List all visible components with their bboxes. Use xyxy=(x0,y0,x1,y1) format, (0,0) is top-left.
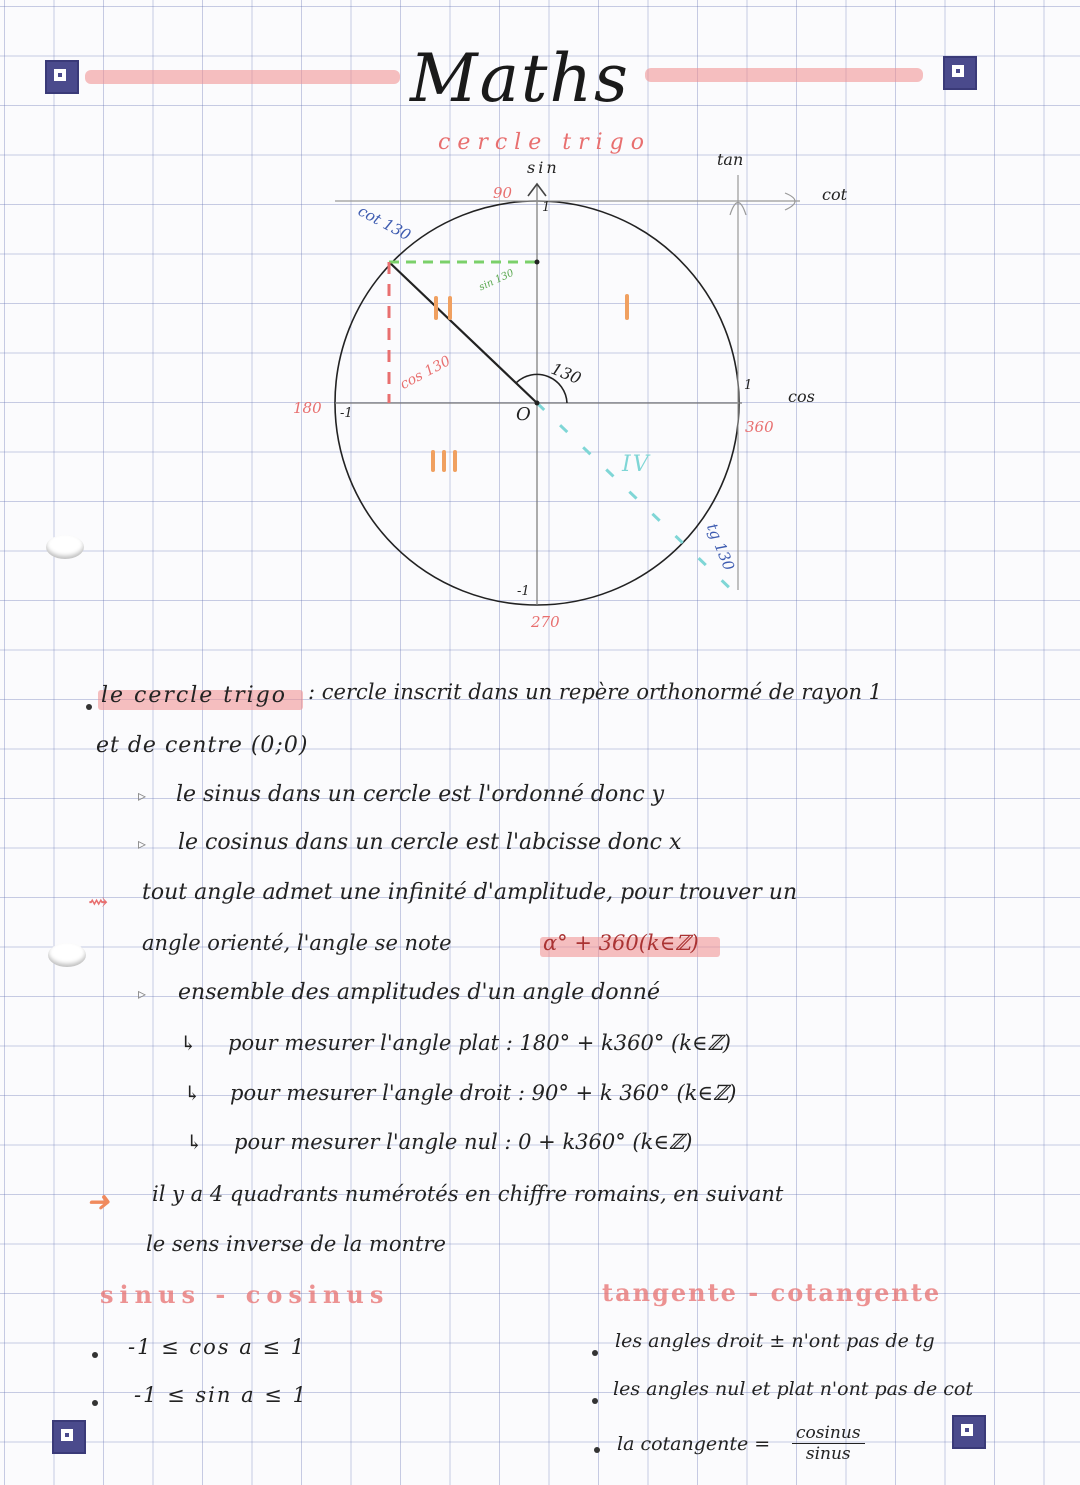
origin-point xyxy=(535,401,540,406)
deg-270-label: 270 xyxy=(531,613,560,631)
trig-circle-diagram xyxy=(0,0,1080,660)
sub-arrow-3: ▹ xyxy=(138,984,147,1003)
section-right-item-1: les angles droit ± n'ont pas de tg xyxy=(615,1330,935,1352)
value-bottom-minus-one: -1 xyxy=(517,584,530,599)
section-right-title: tangente - cotangente xyxy=(602,1278,942,1307)
value-left-minus-one: -1 xyxy=(340,406,353,421)
page-title: Maths xyxy=(410,40,630,117)
angle-droit: pour mesurer l'angle droit : 90° + k 360° (k∈ℤ) xyxy=(230,1081,737,1105)
sub-arrow-plat: ↳ xyxy=(180,1031,197,1055)
sin-130-label: sin 130 xyxy=(477,267,516,294)
quadrant-marks xyxy=(433,296,627,470)
tangent-extension xyxy=(537,403,738,596)
angle-130-label: 130 xyxy=(548,358,584,389)
cos-130-label: cos 130 xyxy=(397,353,454,393)
arrow-icon-2: ➜ xyxy=(86,1185,110,1218)
quadrant-IV-label: IV xyxy=(622,452,651,477)
section-right-item-2: les angles nul et plat n'ont pas de cot xyxy=(613,1378,973,1400)
sin-point xyxy=(535,260,540,265)
section-left-item-1: -1 ≤ cos a ≤ 1 xyxy=(128,1335,307,1359)
section-left-title: sinus - cosinus xyxy=(100,1280,390,1309)
deg-90-label: 90 xyxy=(493,184,513,202)
sub-arrow-nul: ↳ xyxy=(186,1130,203,1154)
angle-nul: pour mesurer l'angle nul : 0 + k360° (k∈ℤ) xyxy=(234,1130,693,1154)
sub-ensemble: ensemble des amplitudes d'un angle donné xyxy=(178,980,660,1005)
def-line2: et de centre (0;0) xyxy=(96,733,309,758)
bullet-left-1 xyxy=(92,1352,98,1358)
corner-sticker-bottom-left xyxy=(52,1420,86,1454)
deg-360-label: 360 xyxy=(745,418,774,436)
punch-hole-bottom xyxy=(48,943,86,967)
sub-cosinus: le cosinus dans un cercle est l'abcisse donc x xyxy=(178,830,682,855)
sub-arrow-droit: ↳ xyxy=(184,1081,201,1105)
page-subtitle: cercle trigo xyxy=(438,130,651,155)
sub-sinus: le sinus dans un cercle est l'ordonné donc y xyxy=(176,782,665,807)
value-right-one: 1 xyxy=(744,378,753,393)
cot-130-label: cot 130 xyxy=(355,201,414,245)
sub-arrow-1: ▹ xyxy=(138,786,147,805)
bullet-right-1 xyxy=(592,1350,598,1356)
cotangent-numerator: cosinus xyxy=(792,1423,865,1444)
origin-label: O xyxy=(516,404,531,425)
value-top-one: 1 xyxy=(542,200,551,215)
arrow1-formula: α° + 360(k∈ℤ) xyxy=(543,931,699,955)
cotangent-denominator: sinus xyxy=(805,1444,851,1464)
tan-axis-label: tan xyxy=(717,150,744,169)
cotangent-fraction xyxy=(792,1423,865,1464)
bullet-def xyxy=(86,704,92,710)
def-text: : cercle inscrit dans un repère orthonormé de rayon 1 xyxy=(308,680,883,704)
bullet-right-2 xyxy=(592,1398,598,1404)
angle-plat: pour mesurer l'angle plat : 180° + k360° (k∈ℤ) xyxy=(228,1031,731,1055)
corner-sticker-bottom-right xyxy=(952,1415,986,1449)
sin-axis-label: sin xyxy=(527,158,560,177)
arrow2-line1: il y a 4 quadrants numérotés en chiffre romains, en suivant xyxy=(152,1182,784,1206)
bullet-left-2 xyxy=(92,1400,98,1406)
arrow2-line2: le sens inverse de la montre xyxy=(146,1232,446,1256)
tg-130-label: tg 130 xyxy=(702,520,739,574)
def-term: le cercle trigo xyxy=(101,683,287,708)
sub-arrow-2: ▹ xyxy=(138,834,147,853)
cos-axis-label: cos xyxy=(788,387,815,406)
cot-axis-label: cot xyxy=(822,185,848,204)
section-left-item-2: -1 ≤ sin a ≤ 1 xyxy=(134,1383,308,1407)
arrow-icon-1: ⇝ xyxy=(88,888,109,916)
arrow1-line1: tout angle admet une infinité d'amplitude, pour trouver un xyxy=(142,880,798,905)
deg-180-label: 180 xyxy=(293,399,322,417)
bullet-right-3 xyxy=(594,1447,600,1453)
arrow1-line2: angle orienté, l'angle se note xyxy=(142,931,452,955)
cotangent-label: la cotangente = xyxy=(617,1433,771,1455)
